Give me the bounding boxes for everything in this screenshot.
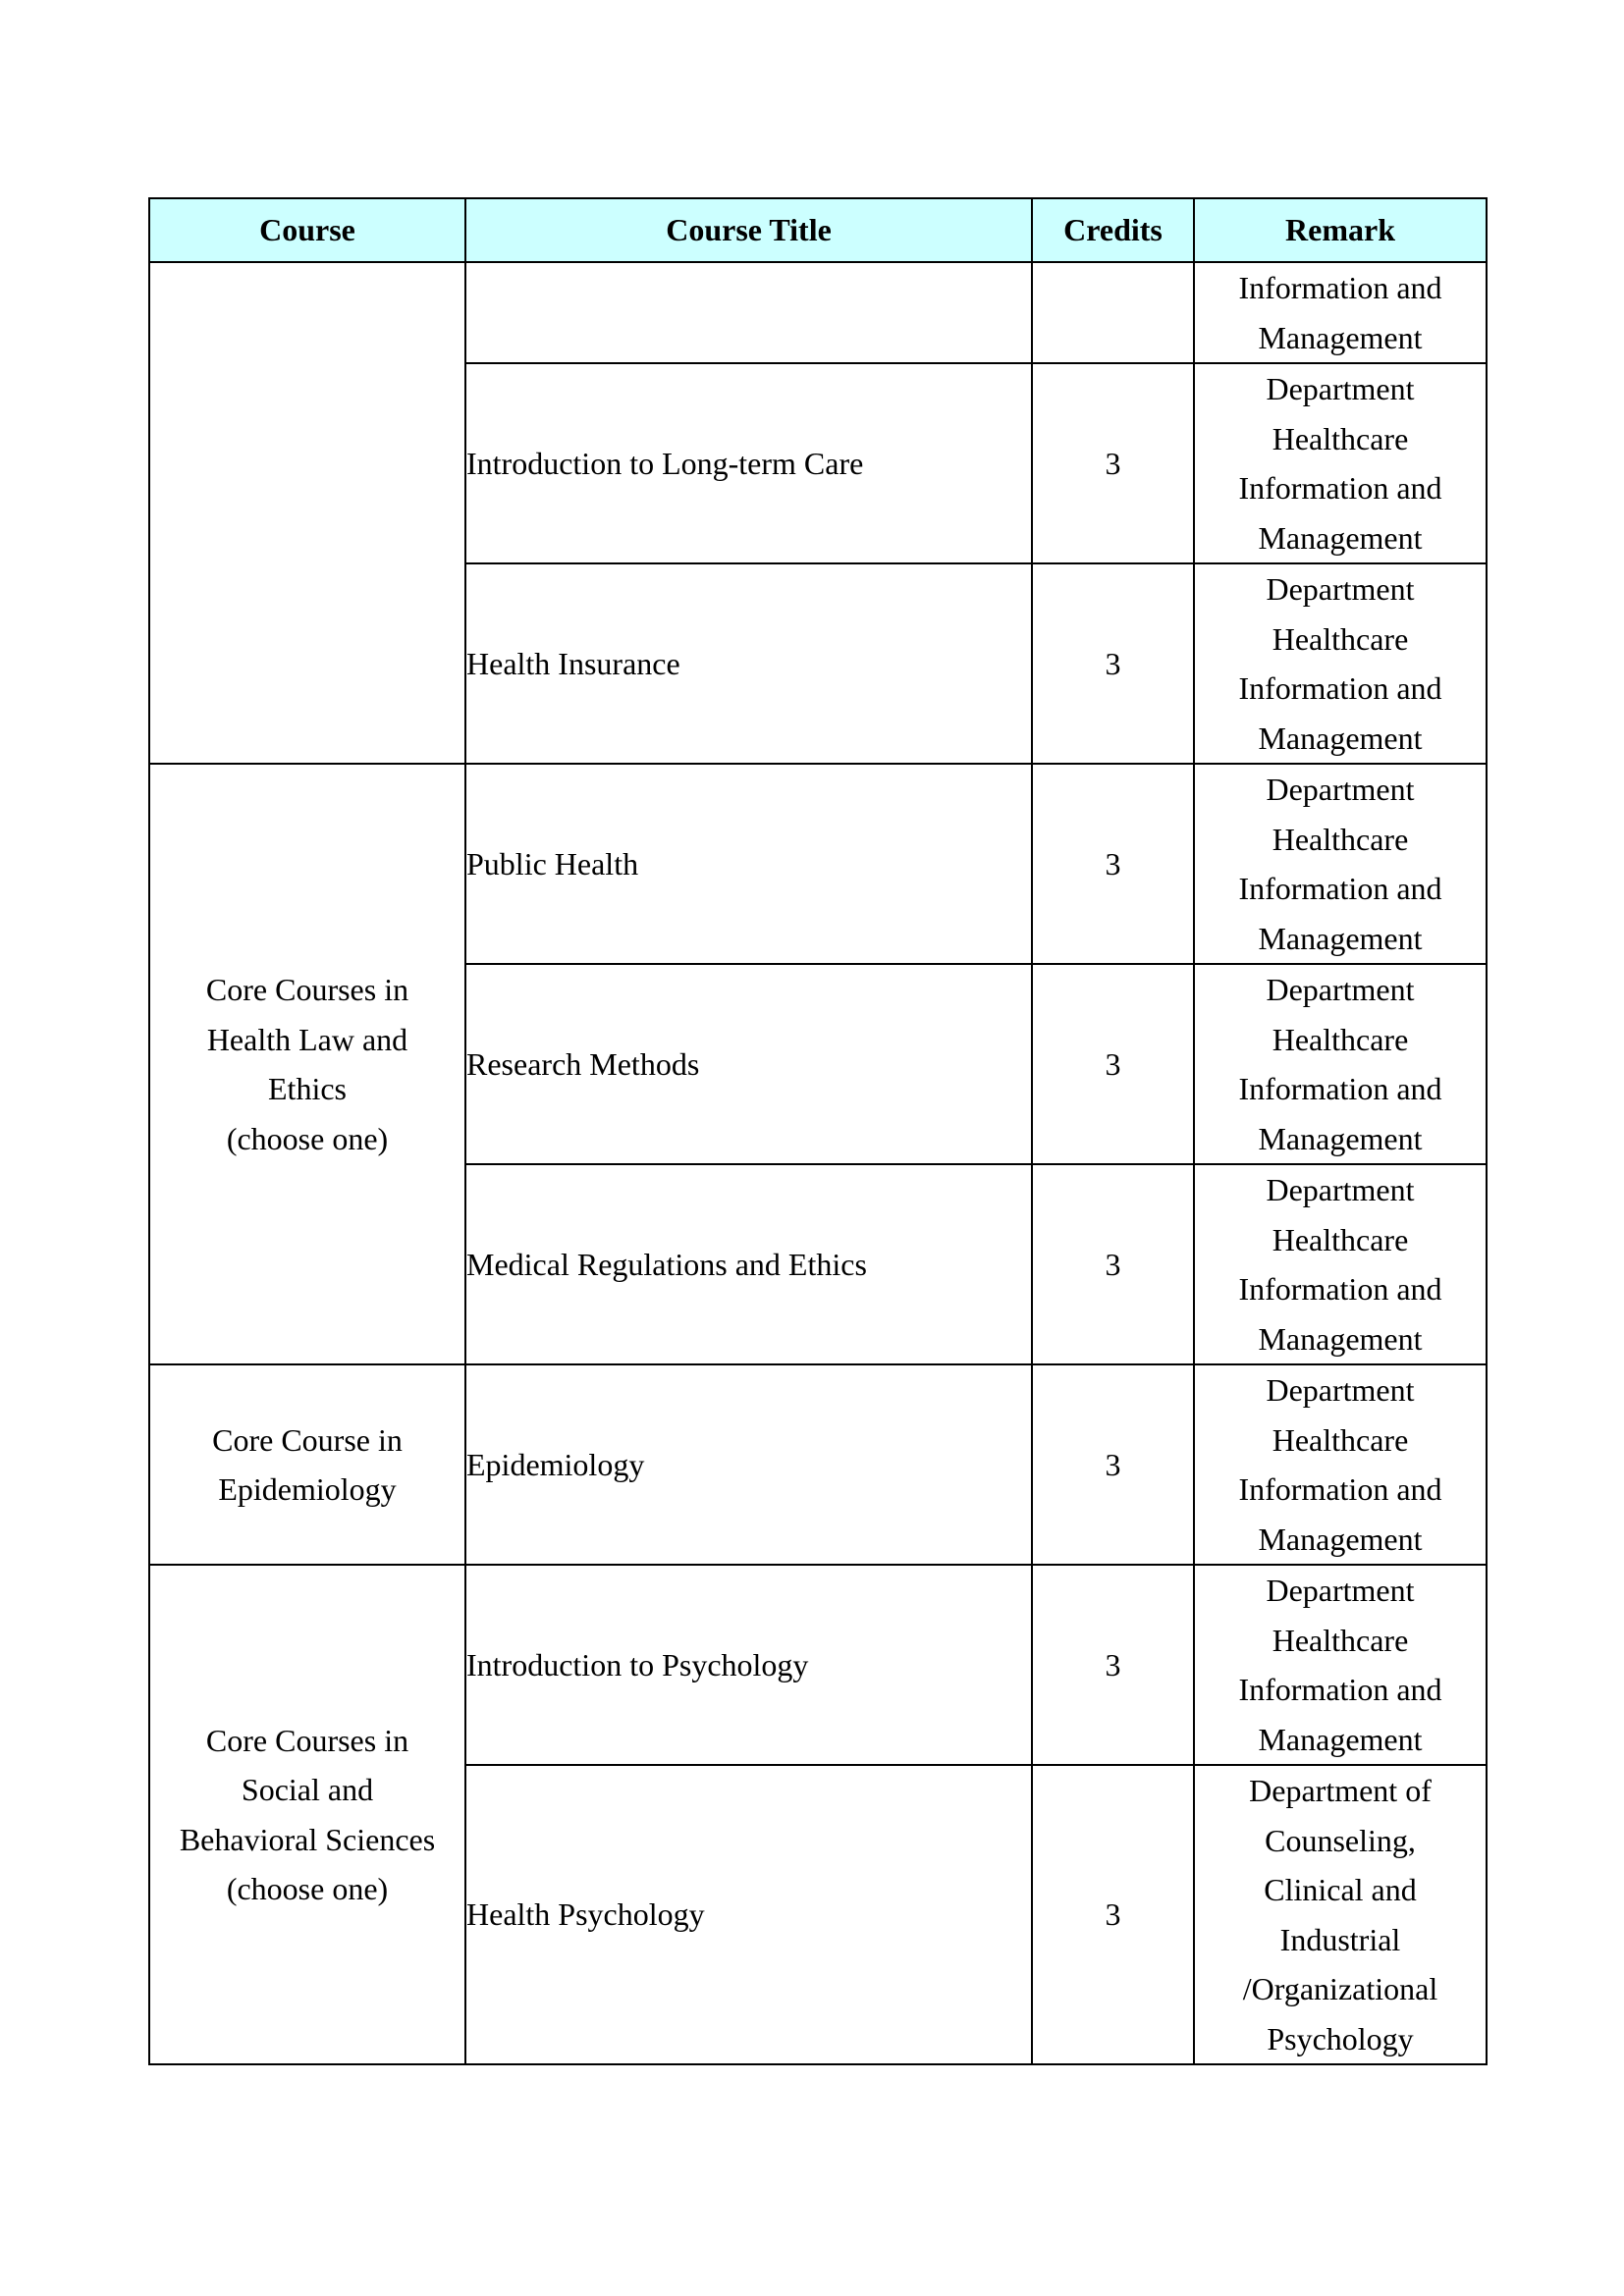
remark-line: Healthcare bbox=[1272, 1221, 1409, 1257]
remark-line: Management bbox=[1258, 920, 1423, 956]
table-header-row bbox=[149, 198, 1487, 262]
header-remark: Remark bbox=[1194, 198, 1487, 262]
remark-line: Department of bbox=[1249, 1773, 1432, 1808]
course-title-cell: Public Health bbox=[465, 764, 1032, 964]
remark-line: Department bbox=[1266, 972, 1415, 1007]
remark-line: Management bbox=[1258, 1721, 1423, 1757]
course-title-cell: Research Methods bbox=[465, 964, 1032, 1164]
course-group-cell bbox=[149, 764, 465, 1364]
remark-line: Department bbox=[1266, 772, 1415, 807]
remark-line: Information and bbox=[1238, 871, 1442, 906]
group-label-line: Core Courses in bbox=[205, 1722, 409, 1758]
remark-line: Information and bbox=[1238, 1271, 1442, 1307]
group-label-line: (choose one) bbox=[226, 1120, 389, 1156]
group-label-line: (choose one) bbox=[226, 1871, 389, 1906]
table-row bbox=[149, 1364, 1487, 1565]
remark-line: /Organizational bbox=[1242, 1971, 1438, 2006]
remark-line: Department bbox=[1266, 371, 1415, 406]
credits-cell bbox=[1032, 262, 1194, 363]
group-label-line: Health Law and bbox=[206, 1021, 408, 1057]
header-credits: Credits bbox=[1032, 198, 1194, 262]
remark-cell bbox=[1194, 262, 1487, 363]
remark-line: Information and bbox=[1238, 1071, 1442, 1106]
remark-line: Information and bbox=[1238, 670, 1442, 706]
course-title-cell bbox=[465, 262, 1032, 363]
remark-line: Information and bbox=[1238, 1672, 1442, 1707]
course-title-cell: Medical Regulations and Ethics bbox=[465, 1164, 1032, 1364]
table-row bbox=[149, 1565, 1487, 1765]
course-table bbox=[148, 197, 1488, 2065]
course-group-cell bbox=[149, 1364, 465, 1565]
course-group-cell bbox=[149, 1565, 465, 2064]
remark-cell bbox=[1194, 1765, 1487, 2064]
remark-line: Management bbox=[1258, 1320, 1423, 1357]
remark-cell bbox=[1194, 1565, 1487, 1765]
course-title-cell: Health Insurance bbox=[465, 563, 1032, 764]
remark-cell bbox=[1194, 563, 1487, 764]
remark-line: Management bbox=[1258, 519, 1423, 556]
remark-line: Information and bbox=[1238, 270, 1442, 305]
header-course: Course bbox=[149, 198, 465, 262]
remark-line: Healthcare bbox=[1272, 821, 1409, 857]
group-label-line: Social and bbox=[241, 1772, 374, 1807]
remark-line: Management bbox=[1258, 1521, 1423, 1557]
course-title-cell: Introduction to Long-term Care bbox=[465, 363, 1032, 563]
remark-line: Management bbox=[1258, 720, 1423, 756]
remark-cell bbox=[1194, 964, 1487, 1164]
remark-line: Healthcare bbox=[1272, 1021, 1409, 1057]
remark-line: Healthcare bbox=[1272, 420, 1409, 456]
course-group-cell bbox=[149, 262, 465, 764]
remark-line: Department bbox=[1266, 1172, 1415, 1207]
course-title-cell: Epidemiology bbox=[465, 1364, 1032, 1565]
table-row bbox=[149, 262, 1487, 363]
remark-line: Healthcare bbox=[1272, 1421, 1409, 1458]
remark-line: Healthcare bbox=[1272, 1622, 1409, 1658]
remark-line: Psychology bbox=[1267, 2020, 1414, 2056]
credits-cell: 3 bbox=[1032, 1364, 1194, 1565]
course-title-cell: Introduction to Psychology bbox=[465, 1565, 1032, 1765]
remark-cell bbox=[1194, 363, 1487, 563]
credits-cell: 3 bbox=[1032, 363, 1194, 563]
credits-cell: 3 bbox=[1032, 563, 1194, 764]
remark-line: Counseling, bbox=[1265, 1822, 1416, 1858]
remark-cell bbox=[1194, 764, 1487, 964]
credits-cell: 3 bbox=[1032, 1565, 1194, 1765]
remark-line: Healthcare bbox=[1272, 620, 1409, 657]
group-label-line: Ethics bbox=[268, 1071, 347, 1106]
course-title-cell: Health Psychology bbox=[465, 1765, 1032, 2064]
group-label-line: Core Courses in bbox=[205, 972, 409, 1007]
remark-line: Management bbox=[1258, 1120, 1423, 1156]
remark-cell bbox=[1194, 1164, 1487, 1364]
remark-line: Industrial bbox=[1279, 1921, 1401, 1957]
group-label-line: Epidemiology bbox=[218, 1471, 397, 1507]
credits-cell: 3 bbox=[1032, 764, 1194, 964]
remark-line: Department bbox=[1266, 1372, 1415, 1408]
remark-line: Department bbox=[1266, 571, 1415, 607]
remark-line: Information and bbox=[1238, 470, 1442, 506]
remark-line: Department bbox=[1266, 1573, 1415, 1608]
table-row bbox=[149, 764, 1487, 964]
remark-line: Information and bbox=[1238, 1471, 1442, 1507]
credits-cell: 3 bbox=[1032, 964, 1194, 1164]
group-label-line: Behavioral Sciences bbox=[179, 1821, 436, 1857]
header-course-title: Course Title bbox=[465, 198, 1032, 262]
credits-cell: 3 bbox=[1032, 1164, 1194, 1364]
remark-cell bbox=[1194, 1364, 1487, 1565]
remark-line: Clinical and bbox=[1264, 1872, 1417, 1907]
group-label-line: Core Course in bbox=[212, 1421, 403, 1458]
credits-cell: 3 bbox=[1032, 1765, 1194, 2064]
remark-line: Management bbox=[1258, 319, 1423, 355]
